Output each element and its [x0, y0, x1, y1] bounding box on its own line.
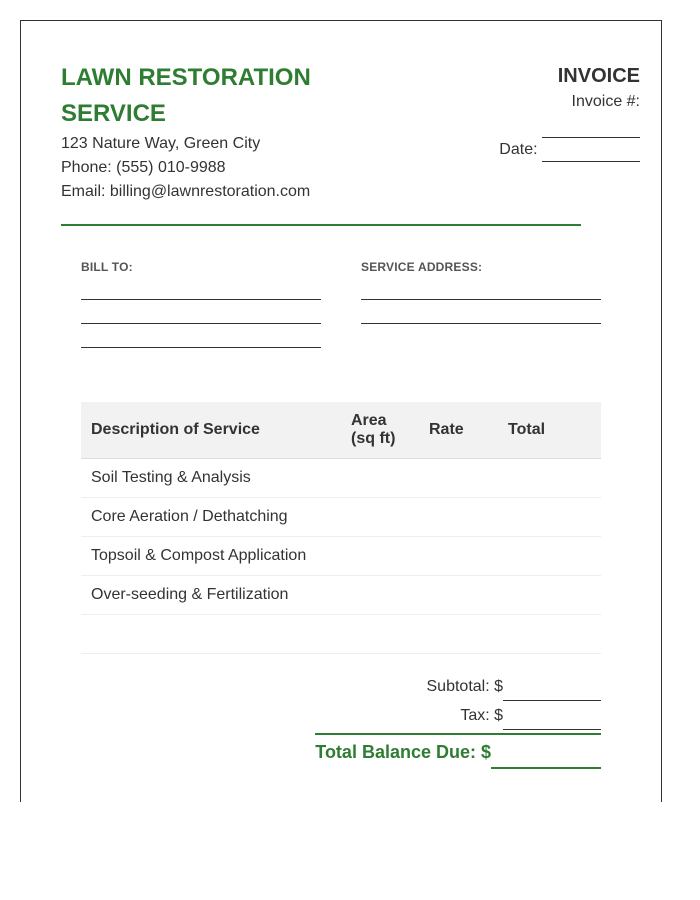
invoice-date-field[interactable] — [542, 145, 640, 162]
row-description: Over-seeding & Fertilization — [81, 575, 341, 614]
invoice-number-field[interactable] — [420, 114, 640, 138]
tax-row — [315, 701, 601, 730]
header-area — [341, 402, 419, 458]
row-area[interactable] — [341, 536, 419, 575]
invoice-title: INVOICE — [557, 65, 640, 87]
company-address: 123 Nature Way, Green City — [61, 135, 261, 152]
header-description: Description of Service — [81, 402, 341, 458]
header-area-line2: (sq ft) — [351, 429, 396, 447]
row-area[interactable] — [341, 614, 419, 653]
header-rate: Rate — [419, 402, 498, 458]
table-row — [81, 575, 601, 614]
row-total[interactable] — [498, 575, 601, 614]
invoice-number-label: Invoice #: — [571, 93, 640, 110]
company-info — [61, 60, 361, 204]
company-name-line2: SERVICE — [61, 100, 166, 127]
totals-section — [315, 672, 601, 769]
row-rate[interactable] — [419, 575, 498, 614]
subtotal-field[interactable] — [503, 684, 601, 701]
table-header-row — [81, 402, 601, 458]
row-rate[interactable] — [419, 536, 498, 575]
row-rate[interactable] — [419, 614, 498, 653]
table-row — [81, 497, 601, 536]
balance-due-field[interactable] — [491, 749, 601, 769]
tax-field[interactable] — [503, 713, 601, 730]
row-total[interactable] — [498, 614, 601, 653]
bill-to-section — [81, 260, 321, 348]
row-rate[interactable] — [419, 458, 498, 497]
row-description: Soil Testing & Analysis — [81, 458, 341, 497]
invoice-date-row — [420, 138, 640, 162]
invoice-meta — [420, 62, 640, 162]
row-area[interactable] — [341, 575, 419, 614]
service-address-line[interactable] — [361, 300, 601, 324]
company-email: Email: billing@lawnrestoration.com — [61, 183, 311, 200]
subtotal-label: Subtotal: $ — [426, 678, 503, 695]
tax-label: Tax: $ — [460, 707, 503, 724]
header-total: Total — [498, 402, 601, 458]
bill-to-line[interactable] — [81, 324, 321, 348]
subtotal-row — [315, 672, 601, 701]
row-total[interactable] — [498, 536, 601, 575]
table-row — [81, 536, 601, 575]
row-description: Topsoil & Compost Application — [81, 536, 341, 575]
header-divider — [61, 224, 581, 226]
bill-to-label: BILL TO: — [81, 260, 133, 274]
balance-due-label: Total Balance Due: $ — [315, 742, 491, 762]
row-description: Core Aeration / Dethatching — [81, 497, 341, 536]
row-area[interactable] — [341, 497, 419, 536]
invoice-date-label: Date: — [499, 141, 538, 158]
table-row — [81, 458, 601, 497]
row-rate[interactable] — [419, 497, 498, 536]
company-name-line1: LAWN RESTORATION — [61, 64, 311, 91]
service-address-label: SERVICE ADDRESS: — [361, 260, 483, 274]
row-total[interactable] — [498, 497, 601, 536]
row-description[interactable] — [81, 614, 341, 653]
row-area[interactable] — [341, 458, 419, 497]
header-area-line1: Area — [351, 411, 387, 429]
company-phone: Phone: (555) 010-9988 — [61, 159, 226, 176]
row-total[interactable] — [498, 458, 601, 497]
services-table-wrap — [81, 402, 601, 654]
service-address-section — [361, 260, 601, 324]
service-address-line[interactable] — [361, 288, 601, 300]
bill-to-line[interactable] — [81, 300, 321, 324]
table-row — [81, 614, 601, 653]
bill-to-line[interactable] — [81, 288, 321, 300]
balance-due-row — [315, 735, 601, 769]
services-table — [81, 402, 601, 654]
